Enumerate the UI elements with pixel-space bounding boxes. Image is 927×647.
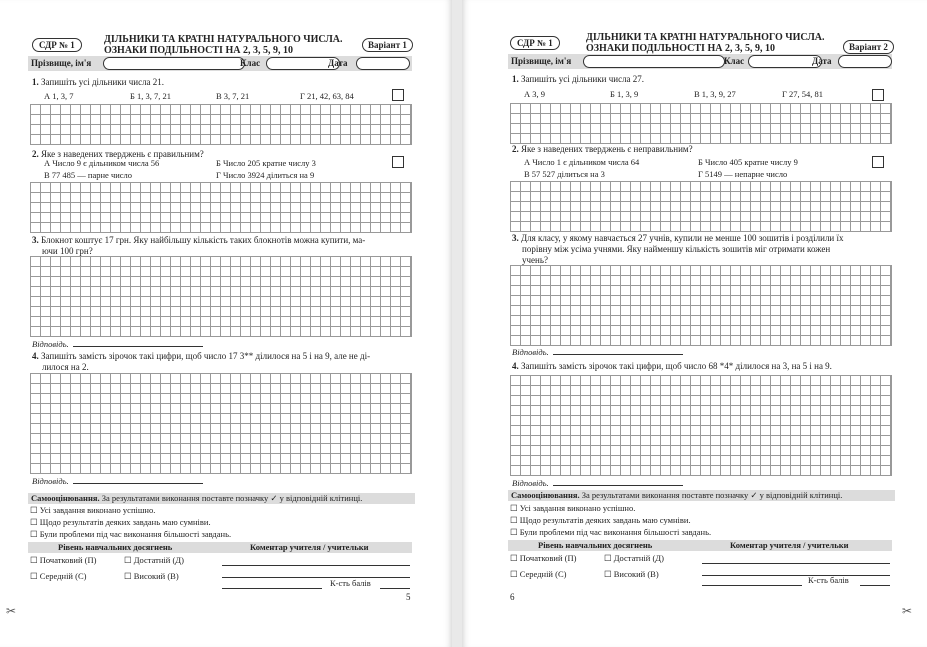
title-line-1: ДІЛЬНИКИ ТА КРАТНІ НАТУРАЛЬНОГО ЧИСЛА. bbox=[586, 32, 825, 43]
score-line[interactable] bbox=[380, 588, 410, 589]
q3-grid[interactable] bbox=[30, 256, 412, 337]
page-number: 5 bbox=[406, 592, 411, 602]
question-1: 1. Запишіть усі дільники числа 21. bbox=[32, 77, 165, 87]
comment-line-3[interactable] bbox=[702, 585, 802, 586]
q2-option-a: А Число 1 є дільником числа 64 bbox=[524, 157, 640, 167]
level-header: Рівень навчальних досягнень bbox=[538, 540, 653, 550]
q2-option-d: Г Число 3924 ділиться на 9 bbox=[216, 170, 315, 180]
self-check-3[interactable]: ☐ Були проблеми під час виконання більшості завдань. bbox=[30, 529, 232, 539]
q1-option-b: Б 1, 3, 9 bbox=[610, 89, 639, 99]
comment-line-1[interactable] bbox=[222, 565, 410, 566]
question-1: 1. Запишіть усі дільники числа 27. bbox=[512, 74, 645, 84]
self-check-2[interactable]: ☐ Щодо результатів деяких завдань маю сумніви. bbox=[30, 517, 211, 527]
level-beginner[interactable]: ☐ Початковий (П) bbox=[510, 553, 577, 563]
level-beginner[interactable]: ☐ Початковий (П) bbox=[30, 555, 97, 565]
variant-badge: Варіант 1 bbox=[362, 38, 413, 52]
self-assessment-bar: Самооцінювання. За результатами виконання поставте позначку ✓ у відповідній клітинці. bbox=[508, 490, 895, 501]
title-line-1: ДІЛЬНИКИ ТА КРАТНІ НАТУРАЛЬНОГО ЧИСЛА. bbox=[104, 34, 343, 45]
question-2: 2. Яке з наведених тверджень є правильним? bbox=[32, 149, 204, 159]
q2-option-b: Б Число 405 кратне числу 9 bbox=[698, 157, 798, 167]
name-field[interactable] bbox=[103, 57, 245, 70]
question-1-text: Запишіть усі дільники числа 27. bbox=[521, 74, 645, 84]
date-field[interactable] bbox=[356, 57, 410, 70]
question-1-text: Запишіть усі дільники числа 21. bbox=[41, 77, 165, 87]
page-title bbox=[104, 34, 343, 56]
level-high[interactable]: ☐ Високий (В) bbox=[124, 571, 179, 581]
comment-line-1[interactable] bbox=[702, 563, 890, 564]
q2-answer-box[interactable] bbox=[872, 156, 884, 168]
self-check-1[interactable]: ☐ Усі завдання виконано успішно. bbox=[510, 503, 636, 513]
sdr-badge: СДР № 1 bbox=[32, 38, 82, 52]
sdr-badge: СДР № 1 bbox=[510, 36, 560, 50]
question-2-text: Яке з наведених тверджень є правильним? bbox=[41, 149, 204, 159]
score-label: К-сть балів bbox=[330, 578, 371, 588]
name-field[interactable] bbox=[583, 55, 725, 68]
page-title bbox=[586, 32, 825, 54]
level-header: Рівень навчальних досягнень bbox=[58, 542, 173, 552]
q1-option-a: А 3, 9 bbox=[524, 89, 546, 99]
q1-option-a: А 1, 3, 7 bbox=[44, 91, 74, 101]
q1-option-c: В 1, 3, 9, 27 bbox=[694, 89, 736, 99]
q4-answer-line[interactable] bbox=[553, 485, 683, 486]
q4-grid[interactable] bbox=[30, 373, 412, 474]
student-info-bar bbox=[508, 54, 892, 69]
q2-option-a: А Число 9 є дільником числа 56 bbox=[44, 158, 160, 168]
grading-table-header bbox=[508, 540, 892, 551]
right-page bbox=[462, 0, 927, 647]
class-label: Клас bbox=[240, 58, 261, 68]
date-label: Дата bbox=[812, 56, 832, 66]
variant-badge: Варіант 2 bbox=[843, 40, 894, 54]
q1-grid[interactable] bbox=[30, 104, 412, 145]
q1-grid[interactable] bbox=[510, 103, 892, 144]
q1-answer-box[interactable] bbox=[872, 89, 884, 101]
q4-answer-line[interactable] bbox=[73, 483, 203, 484]
comment-line-2[interactable] bbox=[222, 577, 410, 578]
grading-table-header bbox=[28, 542, 412, 553]
level-medium[interactable]: ☐ Середній (С) bbox=[30, 571, 87, 581]
q1-option-c: В 3, 7, 21 bbox=[216, 91, 250, 101]
name-label: Прізвище, ім'я bbox=[31, 58, 92, 68]
page-number: 6 bbox=[510, 592, 515, 602]
q4-answer: Відповідь. bbox=[512, 478, 683, 488]
q3-answer-line[interactable] bbox=[73, 346, 203, 347]
score-line[interactable] bbox=[860, 585, 890, 586]
q3-answer-line[interactable] bbox=[553, 354, 683, 355]
self-check-1[interactable]: ☐ Усі завдання виконано успішно. bbox=[30, 505, 156, 515]
self-assessment-bar: Самооцінювання. За результатами виконання поставте позначку ✓ у відповідній клітинці. bbox=[28, 493, 415, 504]
self-check-3[interactable]: ☐ Були проблеми під час виконання більшості завдань. bbox=[510, 527, 712, 537]
question-4: 4. Запишіть замість зірочок такі цифри, щоб число 17 3** ділилося на 5 і на 9, але не ді- лилося на 2. bbox=[32, 351, 371, 372]
q3-grid[interactable] bbox=[510, 265, 892, 346]
name-label: Прізвище, ім'я bbox=[511, 56, 572, 66]
left-page bbox=[0, 0, 452, 647]
q4-answer: Відповідь. bbox=[32, 476, 203, 486]
level-sufficient[interactable]: ☐ Достатній (Д) bbox=[604, 553, 664, 563]
score-label: К-сть балів bbox=[808, 575, 849, 585]
scissors-icon: ✂ bbox=[902, 604, 913, 618]
comment-header: Коментар учителя / учительки bbox=[250, 542, 369, 552]
student-info-bar bbox=[28, 56, 412, 71]
title-line-2: ОЗНАКИ ПОДІЛЬНОСТІ НА 2, 3, 5, 9, 10 bbox=[586, 43, 775, 54]
date-field[interactable] bbox=[838, 55, 892, 68]
q2-answer-box[interactable] bbox=[392, 156, 404, 168]
q2-option-c: В 77 485 — парне число bbox=[44, 170, 133, 180]
comment-line-3[interactable] bbox=[222, 588, 322, 589]
level-medium[interactable]: ☐ Середній (С) bbox=[510, 569, 567, 579]
question-2-text: Яке з наведених тверджень є неправильним? bbox=[521, 144, 693, 154]
q3-answer: Відповідь. bbox=[512, 347, 683, 357]
q1-option-d: Г 21, 42, 63, 84 bbox=[300, 91, 354, 101]
q2-grid[interactable] bbox=[30, 182, 412, 233]
class-field[interactable] bbox=[748, 55, 822, 68]
class-label: Клас bbox=[724, 56, 745, 66]
date-label: Дата bbox=[328, 58, 348, 68]
q2-grid[interactable] bbox=[510, 181, 892, 232]
self-check-2[interactable]: ☐ Щодо результатів деяких завдань маю сумніви. bbox=[510, 515, 691, 525]
q1-option-d: Г 27, 54, 81 bbox=[782, 89, 824, 99]
q3-answer: Відповідь. bbox=[32, 339, 203, 349]
question-3: 3. Для класу, у якому навчається 27 учнів, купили не менше 100 зошитів і розділили їх порівну між усіма учнями. Яку найменшу кількість зошитів міг отримати кожен учень? bbox=[512, 233, 844, 265]
comment-header: Коментар учителя / учительки bbox=[730, 540, 849, 550]
question-2: 2. Яке з наведених тверджень є неправильним? bbox=[512, 144, 693, 154]
question-4: 4. Запишіть замість зірочок такі цифри, щоб число 68 *4* ділилося на 3, на 5 і на 9. bbox=[512, 361, 832, 371]
comment-line-2[interactable] bbox=[702, 575, 890, 576]
q2-option-b: Б Число 205 кратне числу 3 bbox=[216, 158, 316, 168]
scissors-icon: ✂ bbox=[6, 604, 17, 618]
level-high[interactable]: ☐ Високий (В) bbox=[604, 569, 659, 579]
q2-option-d: Г 5149 — непарне число bbox=[698, 169, 788, 179]
question-3: 3. Блокнот коштує 17 грн. Яку найбільшу кількість таких блокнотів можна купити, ма- ючи 100 грн? bbox=[32, 235, 366, 256]
q4-grid[interactable] bbox=[510, 375, 892, 476]
q1-option-b: Б 1, 3, 7, 21 bbox=[130, 91, 172, 101]
q1-answer-box[interactable] bbox=[392, 89, 404, 101]
level-sufficient[interactable]: ☐ Достатній (Д) bbox=[124, 555, 184, 565]
q2-option-c: В 57 527 ділиться на 3 bbox=[524, 169, 605, 179]
title-line-2: ОЗНАКИ ПОДІЛЬНОСТІ НА 2, 3, 5, 9, 10 bbox=[104, 45, 293, 56]
